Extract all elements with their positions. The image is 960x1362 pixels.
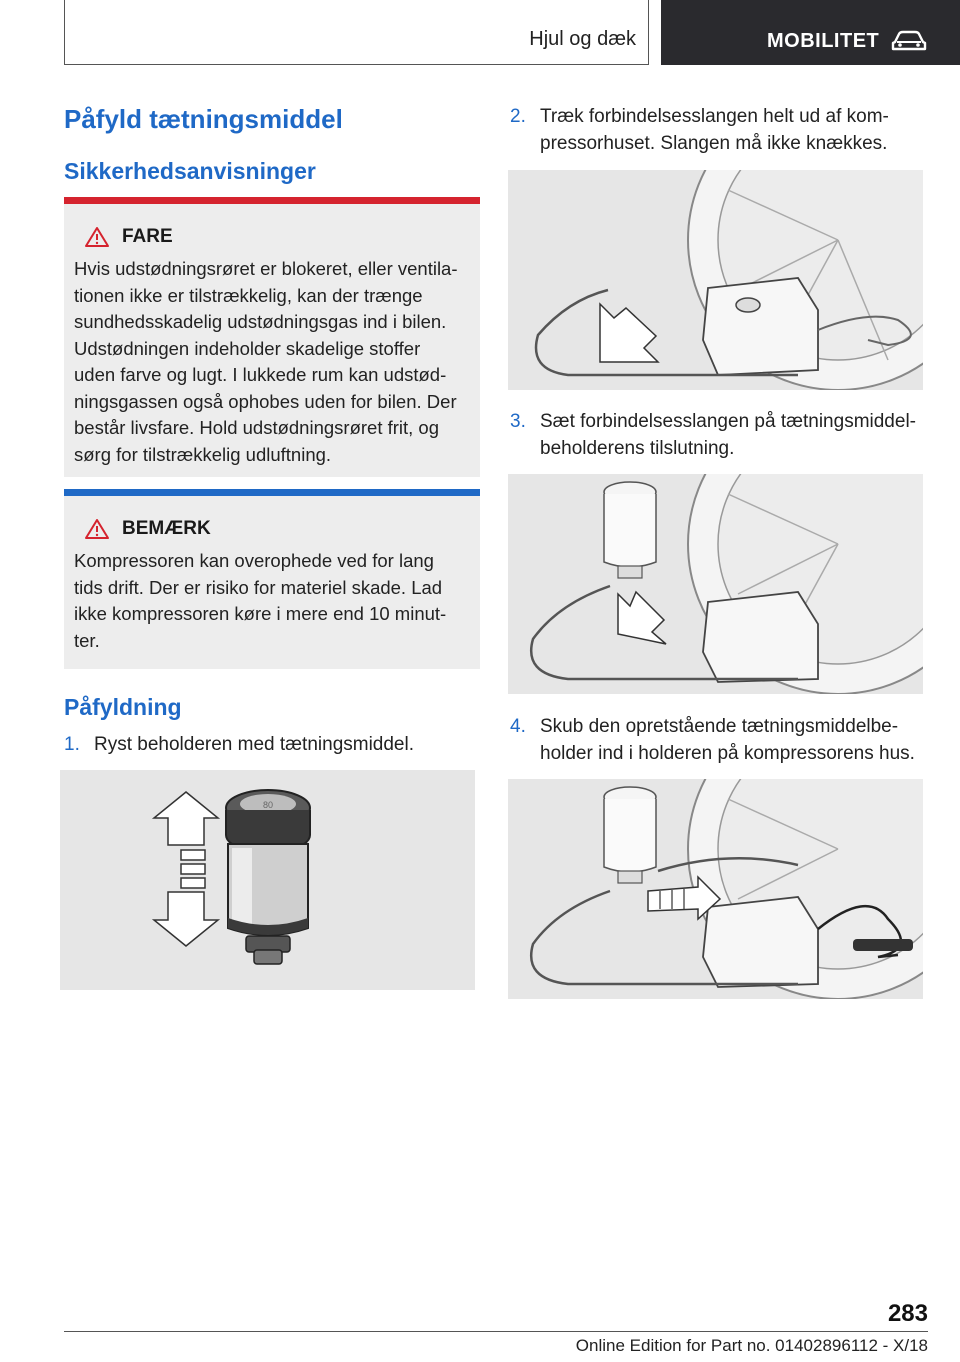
- step-4: [510, 714, 930, 770]
- step-text-line: beholderens tilslutning.: [540, 437, 735, 459]
- danger-line: sundhedsskadelig udstødningsgas ind i bilen.: [74, 311, 447, 332]
- step-text: [540, 409, 916, 462]
- figure-pull-hose: [508, 170, 923, 390]
- footer-edition: Online Edition for Part no. 01402896112 - X/18: [575, 1336, 928, 1355]
- danger-line: Udstødningen indeholder skadelige stoffer: [74, 337, 421, 359]
- caution-line: ter.: [74, 629, 100, 651]
- caution-line: tids drift. Der er risiko for materiel skade. Lad: [74, 576, 443, 598]
- section-heading-safety: Sikkerhedsanvisninger: [64, 158, 316, 184]
- header-chapter-label: MOBILITET: [767, 30, 880, 52]
- page-number: 283: [887, 1300, 928, 1327]
- danger-line: tionen ikke er tilstrækkelig, kan der trænge: [74, 284, 423, 306]
- caution-label: BEMÆRK: [122, 518, 211, 539]
- step-1: [64, 732, 480, 760]
- footer-rule: [64, 1331, 928, 1332]
- pull-hose-illustration: [508, 170, 923, 390]
- danger-line: sørg for tilstrækkelig udluftning.: [74, 443, 332, 465]
- danger-line: består livsfare. Hold udstødningsrøret frit, og: [74, 417, 440, 438]
- attach-hose-illustration: [508, 474, 923, 694]
- caution-notice: [64, 489, 480, 669]
- header-chapter-tab: [661, 0, 960, 65]
- step-text: [540, 714, 915, 767]
- danger-notice: [64, 197, 480, 477]
- step-text-line: Træk forbindelsesslangen helt ud af kom-: [540, 106, 889, 127]
- caution-line: ikke kompressoren køre i mere end 10 minut-: [74, 603, 447, 624]
- figure-insert-bottle: [508, 779, 923, 999]
- step-number: 3.: [510, 411, 526, 432]
- step-number: 1.: [64, 734, 80, 755]
- step-text-line: pressorhuset. Slangen må ikke knækkes.: [540, 132, 888, 154]
- caution-triangle-icon: [84, 518, 110, 540]
- danger-label: FARE: [122, 226, 173, 247]
- figure-shake-bottle: [60, 770, 475, 990]
- step-text-line: Sæt forbindelsesslangen på tætningsmiddel-: [540, 411, 916, 432]
- step-3: [510, 409, 930, 465]
- danger-line: uden farve og lugt. I lukkede rum kan udstød-: [74, 364, 447, 385]
- step-number: 4.: [510, 716, 526, 737]
- shake-bottle-illustration: [60, 770, 475, 990]
- insert-bottle-illustration: [508, 779, 923, 999]
- step-text: [540, 104, 889, 157]
- header-section-title: Hjul og dæk: [529, 28, 636, 50]
- warning-triangle-icon: [84, 226, 110, 248]
- step-2: [510, 104, 930, 160]
- step-text-line: holder ind i holderen på kompressorens hus.: [540, 742, 915, 764]
- danger-line: Hvis udstødningsrøret er blokeret, eller ventila-: [74, 258, 458, 279]
- step-number: 2.: [510, 106, 526, 127]
- danger-text: [74, 256, 470, 468]
- step-text: Ryst beholderen med tætningsmiddel.: [94, 734, 415, 755]
- section-heading-filling: Påfyldning: [64, 694, 182, 720]
- danger-line: ningsgassen også ophobes uden for bilen. Der: [74, 390, 457, 412]
- figure-attach-hose: [508, 474, 923, 694]
- caution-text: [74, 548, 470, 654]
- step-text-line: Skub den opretstående tætningsmiddelbe-: [540, 716, 899, 737]
- bottle-label-top: 80: [262, 800, 274, 810]
- car-icon: [891, 28, 927, 52]
- page-title: Påfyld tætningsmiddel: [64, 104, 343, 134]
- caution-line: Kompressoren kan overophede ved for lang: [74, 550, 434, 571]
